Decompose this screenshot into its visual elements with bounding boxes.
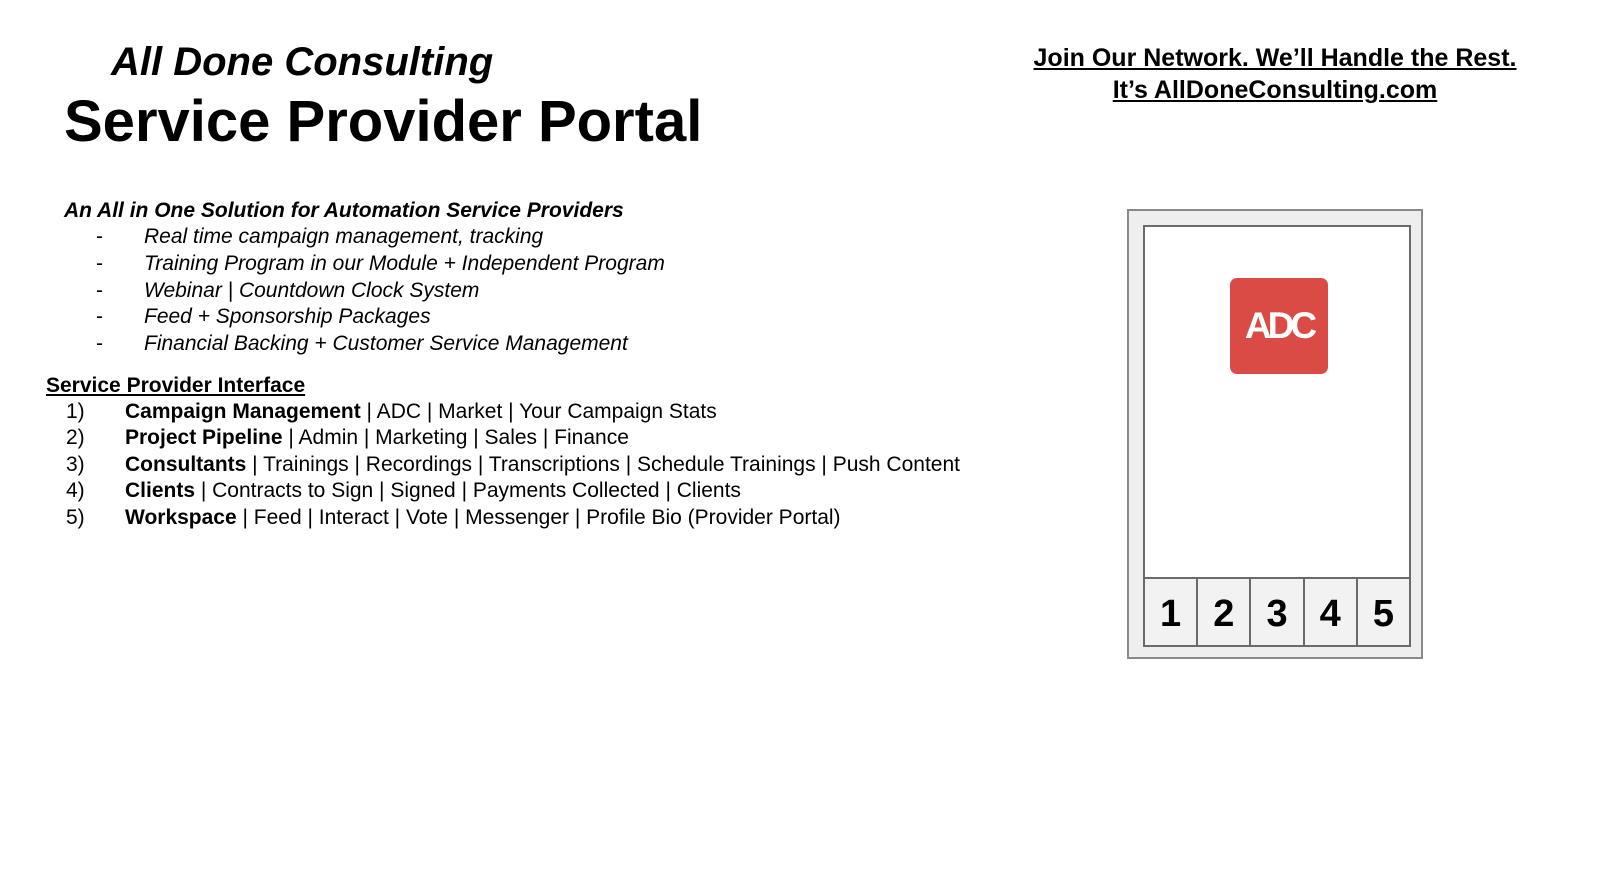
item-term: Consultants bbox=[125, 452, 247, 476]
solution-heading: An All in One Solution for Automation Service Providers bbox=[64, 199, 624, 222]
interface-item bbox=[46, 425, 1046, 451]
bullet-dash: - bbox=[96, 332, 103, 356]
item-number: 5) bbox=[66, 505, 85, 529]
item-details: | Contracts to Sign | Signed | Payments Collected | Clients bbox=[195, 479, 741, 503]
item-details: | Trainings | Recordings | Transcriptions | Schedule Trainings | Push Content bbox=[246, 452, 960, 476]
interface-section bbox=[46, 372, 1046, 531]
phone-mockup bbox=[1127, 209, 1423, 659]
bullet-dash: - bbox=[96, 278, 103, 302]
tab-3[interactable]: 3 bbox=[1251, 579, 1304, 645]
interface-item bbox=[46, 478, 1046, 504]
bullet-dash: - bbox=[96, 251, 103, 275]
tab-5[interactable]: 5 bbox=[1358, 579, 1409, 645]
bullet-dash: - bbox=[96, 225, 103, 248]
solution-item bbox=[64, 251, 964, 278]
item-term: Project Pipeline bbox=[125, 426, 283, 450]
item-number: 3) bbox=[66, 452, 85, 476]
tab-4[interactable]: 4 bbox=[1305, 579, 1358, 645]
solution-item-text: Real time campaign management, tracking bbox=[144, 225, 544, 248]
tagline bbox=[1010, 42, 1540, 106]
solution-item-text: Webinar | Countdown Clock System bbox=[144, 278, 480, 302]
item-number: 2) bbox=[66, 426, 85, 450]
interface-heading: Service Provider Interface bbox=[46, 374, 306, 397]
phone-screen bbox=[1143, 225, 1411, 647]
interface-item bbox=[46, 399, 1046, 425]
solution-section bbox=[64, 198, 964, 358]
item-details: | Feed | Interact | Vote | Messenger | Profile Bio (Provider Portal) bbox=[236, 505, 841, 529]
item-number: 1) bbox=[66, 400, 85, 423]
interface-list bbox=[46, 399, 1046, 531]
solution-item-text: Training Program in our Module + Independent Program bbox=[144, 251, 665, 275]
tagline-line-2: It’s AllDoneConsulting.com bbox=[1112, 76, 1438, 104]
item-details: | Admin | Marketing | Sales | Finance bbox=[282, 426, 629, 450]
tab-1[interactable]: 1 bbox=[1145, 579, 1198, 645]
item-term: Campaign Management bbox=[125, 400, 361, 423]
solution-list bbox=[64, 224, 964, 358]
solution-item-text: Financial Backing + Customer Service Management bbox=[144, 332, 628, 356]
solution-item bbox=[64, 224, 964, 251]
solution-item-text: Feed + Sponsorship Packages bbox=[144, 305, 431, 329]
item-term: Clients bbox=[125, 479, 196, 503]
item-details: | ADC | Market | Your Campaign Stats bbox=[360, 400, 717, 423]
page-title: Service Provider Portal bbox=[64, 89, 703, 154]
interface-item bbox=[46, 505, 1046, 531]
solution-item bbox=[64, 331, 964, 358]
item-number: 4) bbox=[66, 479, 85, 503]
interface-item bbox=[46, 452, 1046, 478]
bullet-dash: - bbox=[96, 305, 103, 329]
phone-tab-bar bbox=[1145, 577, 1409, 645]
brand-name: All Done Consulting bbox=[111, 40, 494, 84]
solution-item bbox=[64, 278, 964, 305]
item-term: Workspace bbox=[125, 505, 237, 529]
solution-item bbox=[64, 304, 964, 331]
tab-2[interactable]: 2 bbox=[1198, 579, 1251, 645]
tagline-line-1: Join Our Network. We’ll Handle the Rest. bbox=[1033, 44, 1517, 72]
adc-logo: ADC bbox=[1230, 278, 1328, 374]
